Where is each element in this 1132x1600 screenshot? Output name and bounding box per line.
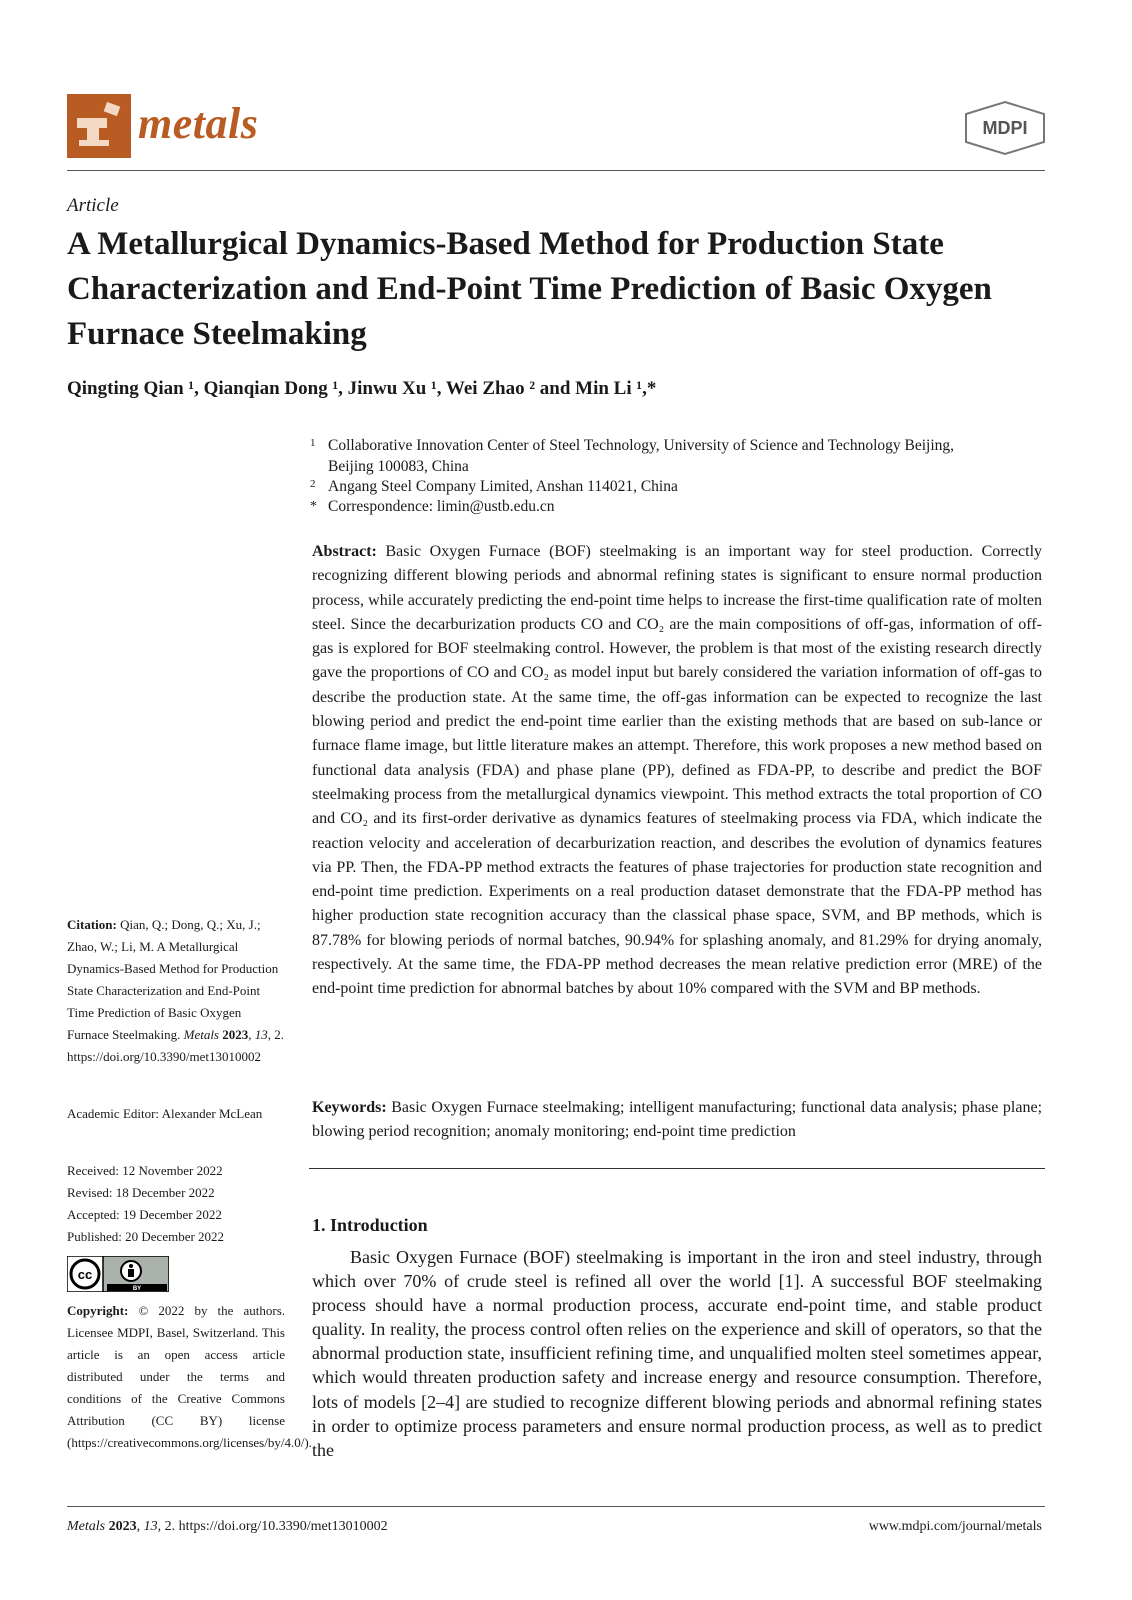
svg-text:BY: BY: [132, 1286, 142, 1292]
journal-name: metals: [138, 99, 259, 148]
journal-url[interactable]: www.mdpi.com/journal/metals: [868, 1519, 1042, 1534]
affiliation-mark: *: [310, 499, 317, 514]
keywords: [312, 1096, 1042, 1144]
affiliation-text: Beijing 100083, China: [328, 458, 469, 475]
citation-year: 2023: [222, 1027, 249, 1042]
footer-journal: Metals: [67, 1519, 106, 1534]
cc-by-license-icon[interactable]: [67, 1256, 169, 1292]
affiliation-text: Angang Steel Company Limited, Anshan 114021, China: [328, 478, 678, 495]
paper-title: A Metallurgical Dynamics-Based Method for Production State Characterization and End-Point Time Prediction of Basic Oxygen Furnace Steelmaking: [67, 226, 992, 352]
copyright-label: Copyright:: [67, 1303, 129, 1318]
copyright-block: [67, 1300, 312, 1454]
citation-label: Citation:: [67, 917, 117, 932]
citation-block: Citation: Qian, Q.; Dong, Q.; Xu, J.; Zhao, W.; Li, M. A Metallurgical Dynamics-Based Method for Production State Characterization and End-Point Time Prediction of Basic Oxygen Furnace Steelmaking. Metals 2023, 13, 2. https://doi.org/10.3390/met13010002: [67, 917, 284, 1064]
accepted-date: Accepted: 19 December 2022: [67, 1207, 222, 1222]
copyright-text: © 2022 by the authors. Licensee MDPI, Basel, Switzerland. This article is an open access article distributed under the terms and conditions of the Creative Commons Attribution (CC BY) license (https://creativecommons.org/licenses/by/4.0/).: [67, 1303, 312, 1450]
article-type: Article: [67, 195, 119, 216]
revised-date: Revised: 18 December 2022: [67, 1185, 215, 1200]
affiliation-mark: 2: [310, 478, 316, 490]
footer-citation: Metals 2023, 13, 2. https://doi.org/10.3390/met13010002: [67, 1519, 388, 1534]
citation-volume: 13: [254, 1027, 268, 1042]
published-date: Published: 20 December 2022: [67, 1229, 225, 1244]
anvil-icon: [67, 94, 131, 158]
dates-block: [67, 1160, 285, 1248]
footer-doi: , 2. https://doi.org/10.3390/met13010002: [157, 1519, 388, 1534]
section-divider: [309, 1168, 1045, 1169]
abstract: [312, 540, 1042, 1002]
publisher-name: MDPI: [982, 118, 1028, 138]
citation-text: Qian, Q.; Dong, Q.; Xu, J.; Zhao, W.; Li, M. A Metallurgical Dynamics-Based Method for Production State Characterization and End-Point Time Prediction of Basic Oxygen Furnace Steelmaking.: [67, 917, 279, 1042]
mdpi-logo: [964, 100, 1046, 156]
affiliation-mark: 1: [310, 437, 316, 449]
keywords-label: Keywords:: [312, 1099, 387, 1116]
section-heading: 1. Introduction: [312, 1215, 428, 1235]
header-divider: [67, 170, 1045, 171]
footer-year: 2023: [108, 1519, 137, 1534]
citation-doi: , 2. https://doi.org/10.3390/met13010002: [67, 1027, 284, 1064]
correspondence-text: Correspondence: limin@ustb.edu.cn: [328, 498, 555, 515]
citation-journal: Metals: [183, 1027, 219, 1042]
svg-text:cc: cc: [77, 1267, 93, 1282]
received-date: Received: 12 November 2022: [67, 1163, 223, 1178]
journal-logo: [67, 94, 131, 158]
academic-editor: Academic Editor: Alexander McLean: [67, 1106, 263, 1121]
abstract-label: Abstract:: [312, 543, 377, 560]
footer-divider: [67, 1506, 1045, 1507]
keywords-text: Basic Oxygen Furnace steelmaking; intelligent manufacturing; functional data analysis; phase plane; blowing period recognition; anomaly monitoring; end-point time prediction: [312, 1099, 1043, 1140]
abstract-text: Basic Oxygen Furnace (BOF) steelmaking is an important way for steel production. Correctly recognizing different blowing periods and abnormal refining states is significant to ensure normal production process, while accurately predicting the end-point time helps to increase the first-time qualification rate of molten steel. Since the decarburization products CO and CO₂ are the main compositions of off-gas, information of off-gas is explored for BOF steelmaking control. However, the problem is that most of the existing research directly gave the proportions of CO and CO₂ as model input but barely considered the variation information of off-gas to describe the production state. At the same time, the off-gas information can be expected to recognize the last blowing period and predict the end-point time earlier than the existing methods that are based on sub-lance or furnace flame image, but little literature makes an attempt. Therefore, this work proposes a new method based on functional data analysis (FDA) and phase plane (PP), defined as FDA-PP, to describe and predict the BOF steelmaking process from the metallurgical dynamics viewpoint. This method extracts the total proportion of CO and CO₂ and its first-order derivative as dynamics features of steelmaking process via FDA, which indicate the reaction velocity and acceleration of decarburization reaction, and describes the evolution of dynamics features via PP. Then, the FDA-PP method extracts the features of phase trajectories for production state recognition and end-point time prediction. Experiments on a real production dataset demonstrate that the FDA-PP method has higher production state recognition accuracy than the classical phase space, SVM, and BP methods, which is 87.78% for blowing periods of normal batches, 90.94% for splashing anomaly, and 81.29% for drying anomaly, respectively. At the same time, the FDA-PP method decreases the mean relative prediction error (MRE) of the end-point time prediction for abnormal batches by about 10% compared with the SVM and BP methods.: [312, 543, 1043, 998]
footer-volume: 13: [143, 1519, 158, 1534]
author-list: Qingting Qian ¹, Qianqian Dong ¹, Jinwu Xu ¹, Wei Zhao ² and Min Li ¹,*: [67, 378, 657, 399]
intro-paragraph: Basic Oxygen Furnace (BOF) steelmaking is important in the iron and steel industry, through which over 70% of crude steel is refined all over the world [1]. A successful BOF steelmaking process should have a normal production process, accurate end-point time, and stable product quality. In reality, the process control often relies on the experience and skill of operators, so that the abnormal production state, insufficient refining time, and unqualified molten steel sometimes appear, which would threaten production safety and increase energy and resource consumption. Therefore, lots of models [2–4] are studied to recognize different blowing periods and abnormal refining states in order to optimize process parameters and ensure normal production process, as well as to predict the: [312, 1247, 1042, 1460]
affiliation-text: Collaborative Innovation Center of Steel Technology, University of Science and Technology Beijing,: [328, 437, 955, 454]
